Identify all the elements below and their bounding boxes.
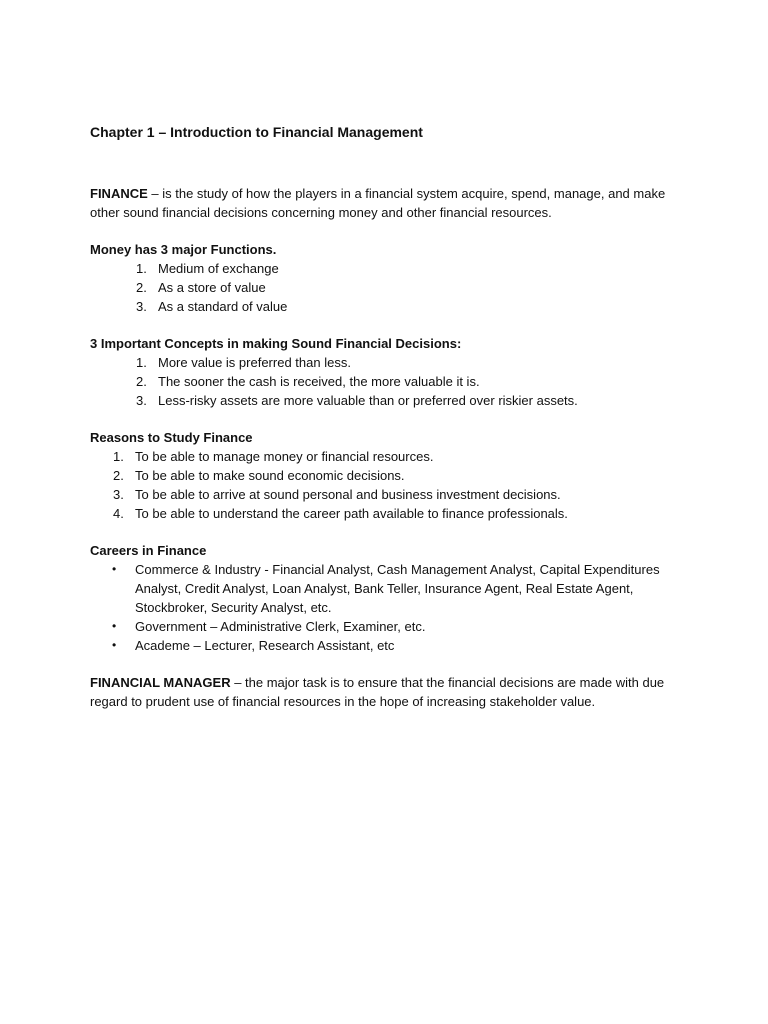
list-marker: 3. (136, 299, 147, 314)
list-item (90, 259, 670, 278)
list-marker: 2. (113, 468, 124, 483)
list-item-text: To be able to make sound economic decisions. (135, 468, 405, 483)
list-marker: 2. (136, 374, 147, 389)
bullet-icon: • (112, 619, 117, 633)
list-marker: 2. (136, 280, 147, 295)
list-item-text: Commerce & Industry - Financial Analyst, Cash Management Analyst, Capital Expenditures Analyst, Credit Analyst, Loan Analyst, Bank Teller, Insurance Agent, Real Estate Agent, Stockbroker, Security Analyst, etc. (135, 562, 660, 615)
reasons-heading: Reasons to Study Finance (90, 430, 253, 445)
concepts-heading: 3 Important Concepts in making Sound Financial Decisions: (90, 336, 462, 351)
list-item-text: Government – Administrative Clerk, Examiner, etc. (135, 619, 426, 634)
finance-definition: – is the study of how the players in a financial system acquire, spend, manage, and make other sound financial decisions concerning money and other financial resources. (90, 186, 666, 220)
list-marker: 1. (136, 355, 147, 370)
careers-list (90, 560, 670, 655)
list-marker: 1. (136, 261, 147, 276)
list-item (90, 353, 670, 372)
reasons-list (90, 447, 670, 523)
list-item (90, 504, 670, 523)
list-item (90, 278, 670, 297)
list-item-text: As a standard of value (158, 299, 288, 314)
list-marker: 3. (113, 487, 124, 502)
list-item (90, 636, 670, 655)
list-marker: 3. (136, 393, 147, 408)
list-item-text: The sooner the cash is received, the more valuable it is. (158, 374, 480, 389)
list-marker: 4. (113, 506, 124, 521)
list-item-text: To be able to manage money or financial resources. (135, 449, 434, 464)
list-item (90, 297, 670, 316)
list-item (90, 447, 670, 466)
financial-manager-term: FINANCIAL MANAGER (90, 675, 231, 690)
list-item-text: To be able to arrive at sound personal and business investment decisions. (135, 487, 561, 502)
finance-definition-paragraph (90, 184, 670, 222)
money-functions-heading: Money has 3 major Functions. (90, 242, 277, 257)
chapter-title: Chapter 1 – Introduction to Financial Management (90, 124, 423, 140)
money-functions-list (90, 259, 670, 316)
list-item-text: To be able to understand the career path available to finance professionals. (135, 506, 568, 521)
list-item-text: As a store of value (158, 280, 266, 295)
list-item (90, 372, 670, 391)
finance-term: FINANCE (90, 186, 148, 201)
bullet-icon: • (112, 638, 117, 652)
list-item (90, 560, 670, 617)
financial-manager-definition: – the major task is to ensure that the financial decisions are made with due regard to prudent use of financial resources in the hope of increasing stakeholder value. (90, 675, 665, 709)
concepts-list (90, 353, 670, 410)
list-item (90, 485, 670, 504)
financial-manager-paragraph (90, 673, 670, 711)
careers-heading: Careers in Finance (90, 543, 207, 558)
list-item (90, 466, 670, 485)
list-item-text: More value is preferred than less. (158, 355, 351, 370)
list-item-text: Academe – Lecturer, Research Assistant, etc (135, 638, 395, 653)
document-page (90, 122, 670, 711)
list-item (90, 617, 670, 636)
list-marker: 1. (113, 449, 124, 464)
list-item (90, 391, 670, 410)
bullet-icon: • (112, 562, 117, 576)
list-item-text: Medium of exchange (158, 261, 279, 276)
list-item-text: Less-risky assets are more valuable than or preferred over riskier assets. (158, 393, 578, 408)
